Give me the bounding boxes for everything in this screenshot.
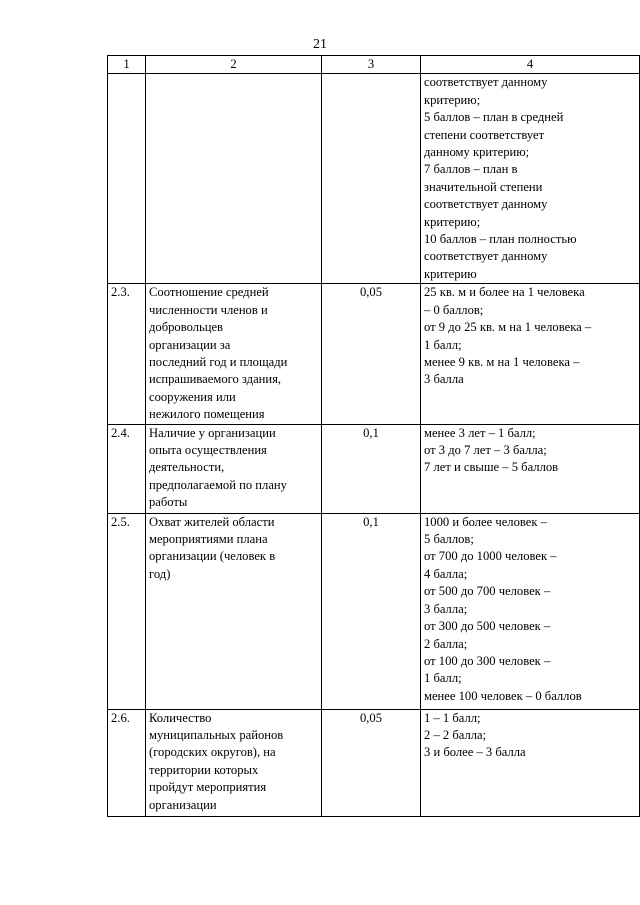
weight-cell: 0,05 — [322, 709, 421, 816]
criterion-line: испрашиваемого здания, — [149, 372, 282, 387]
scale-line: менее 9 кв. м на 1 человека – — [424, 355, 580, 370]
criterion-cell — [146, 424, 322, 513]
scale-line: – 0 баллов; — [424, 302, 484, 317]
criterion-cell — [146, 709, 322, 816]
scale-line: от 500 до 700 человек – — [424, 584, 551, 599]
scale-line: 3 и более – 3 балла — [424, 745, 526, 760]
scale-line: 3 балла — [424, 372, 464, 387]
criterion-line: организации (человек в — [149, 549, 276, 564]
criterion-line: сооружения или — [149, 389, 236, 404]
criterion-line: Соотношение средней — [149, 285, 269, 300]
criterion-line: добровольцев — [149, 320, 224, 335]
criterion-line: мероприятиями плана — [149, 532, 268, 547]
header-row — [108, 56, 640, 74]
scale-cell — [421, 709, 640, 816]
scale-line: 7 баллов – план в — [424, 162, 518, 177]
scale-line: критерию; — [424, 214, 481, 229]
weight-cell — [322, 74, 421, 284]
criteria-table — [107, 55, 640, 817]
criterion-line: Охват жителей области — [149, 514, 275, 529]
criterion-cell — [146, 513, 322, 709]
weight-cell: 0,05 — [322, 284, 421, 424]
scale-line: менее 3 лет – 1 балл; — [424, 425, 536, 440]
criterion-line: нежилого помещения — [149, 407, 265, 422]
criterion-line: организации — [149, 797, 217, 812]
scale-line: от 700 до 1000 человек – — [424, 549, 557, 564]
scale-line: 1000 и более человек – — [424, 514, 547, 529]
scale-line: 5 баллов – план в средней — [424, 110, 564, 125]
table-row — [108, 284, 640, 424]
criterion-line: (городских округов), на — [149, 745, 276, 760]
scale-cell — [421, 513, 640, 709]
weight-cell: 0,1 — [322, 424, 421, 513]
scale-line: 7 лет и свыше – 5 баллов — [424, 460, 559, 475]
row-number-cell — [108, 74, 146, 284]
scale-line: данному критерию; — [424, 145, 530, 160]
table-row — [108, 709, 640, 816]
scale-line: 1 – 1 балл; — [424, 710, 481, 725]
scale-line: 5 баллов; — [424, 532, 474, 547]
criterion-line: численности членов и — [149, 302, 268, 317]
row-number-cell: 2.3. — [108, 284, 146, 424]
weight-cell: 0,1 — [322, 513, 421, 709]
row-number-cell: 2.4. — [108, 424, 146, 513]
scale-line: от 3 до 7 лет – 3 балла; — [424, 443, 547, 458]
row-number-cell: 2.5. — [108, 513, 146, 709]
scale-line: от 100 до 300 человек – — [424, 653, 551, 668]
scale-line: 10 баллов – план полностью — [424, 232, 577, 247]
criterion-line: Наличие у организации — [149, 425, 276, 440]
scale-cell — [421, 284, 640, 424]
scale-line: 2 балла; — [424, 636, 468, 651]
scale-line: степени соответствует — [424, 127, 545, 142]
criterion-line: работы — [149, 495, 188, 510]
page-number: 21 — [313, 37, 327, 52]
scale-line: 4 балла; — [424, 566, 468, 581]
criterion-line: Количество — [149, 710, 212, 725]
criterion-line: опыта осуществления — [149, 443, 267, 458]
criterion-line: территории которых — [149, 762, 259, 777]
scale-line: соответствует данному — [424, 197, 548, 212]
scale-line: 2 – 2 балла; — [424, 728, 487, 743]
scale-line: значительной степени — [424, 179, 543, 194]
scale-line: критерию; — [424, 92, 481, 107]
scale-cell — [421, 424, 640, 513]
criterion-line: предполагаемой по плану — [149, 477, 287, 492]
header-col-3: 3 — [322, 56, 421, 74]
scale-line: от 300 до 500 человек – — [424, 619, 551, 634]
criterion-line: муниципальных районов — [149, 728, 284, 743]
table-row — [108, 513, 640, 709]
row-number-cell: 2.6. — [108, 709, 146, 816]
scale-line: 25 кв. м и более на 1 человека — [424, 285, 585, 300]
criterion-line: организации за — [149, 337, 231, 352]
scale-line: 3 балла; — [424, 601, 468, 616]
header-col-2: 2 — [146, 56, 322, 74]
criterion-line: деятельности, — [149, 460, 225, 475]
table-row — [108, 424, 640, 513]
scale-line: менее 100 человек – 0 баллов — [424, 688, 582, 703]
scale-line: 1 балл; — [424, 337, 462, 352]
header-col-1: 1 — [108, 56, 146, 74]
table-row — [108, 74, 640, 284]
scale-line: критерию — [424, 266, 477, 281]
criterion-line: год) — [149, 566, 171, 581]
criterion-line: последний год и площади — [149, 355, 288, 370]
scale-cell — [421, 74, 640, 284]
header-col-4: 4 — [421, 56, 640, 74]
scale-line: соответствует данному — [424, 249, 548, 264]
scale-line: соответствует данному — [424, 75, 548, 90]
scale-line: 1 балл; — [424, 671, 462, 686]
criterion-cell — [146, 74, 322, 284]
criterion-cell — [146, 284, 322, 424]
criterion-line: пройдут мероприятия — [149, 780, 267, 795]
scale-line: от 9 до 25 кв. м на 1 человека – — [424, 320, 592, 335]
